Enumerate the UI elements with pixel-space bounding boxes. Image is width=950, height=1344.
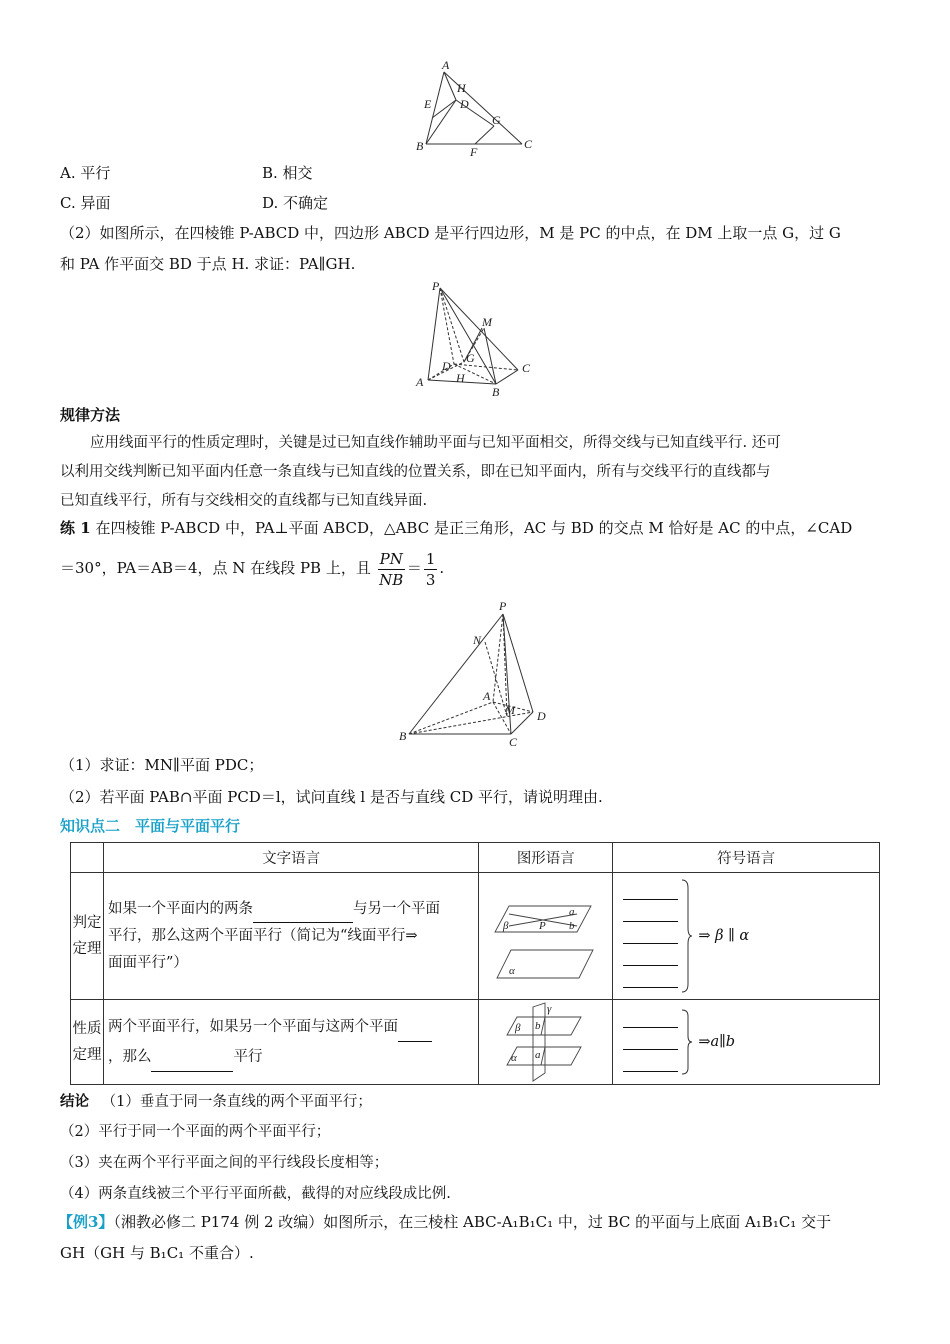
figure-pyramid-pabcd (410, 280, 540, 400)
figure-pyramid-exercise1 (395, 598, 560, 750)
row1-text-line3: 面面平行”） (107, 954, 188, 971)
row2-symbol-blanks (623, 1013, 678, 1072)
row2-symbol-result: ⇒a∥b (698, 1034, 736, 1050)
row1-label-a: 判定 (72, 915, 102, 931)
q2-line2: 和 PA 作平面交 BD 于点 H. 求证：PA∥GH. (60, 255, 356, 273)
row1-symbol-result: ⇒ β ∥ α (698, 928, 750, 944)
method-title: 规律方法 (60, 406, 121, 424)
row1-blank (253, 904, 353, 923)
row1-figure-cell (479, 873, 613, 1000)
row2-fig-gamma: γ (546, 1003, 552, 1015)
figure-triangle (410, 58, 545, 158)
table-row-property (71, 1000, 880, 1085)
row1-label (71, 873, 104, 1000)
row1-fig-beta: β (502, 920, 509, 932)
exercise-1-line1 (60, 517, 852, 538)
row2-fig-b: b (534, 1020, 541, 1032)
brace-icon (680, 878, 692, 994)
fraction-pn-nb (378, 549, 405, 590)
row2-symbol (617, 1008, 875, 1076)
fig2-label-d: D (442, 359, 451, 373)
fig2-label-c: C (522, 361, 531, 375)
row2-fig-alpha: α (510, 1052, 517, 1064)
row2-text-line2 (108, 1042, 474, 1072)
row2-symbol-cell (613, 1000, 880, 1085)
option-c: C. 异面 (60, 194, 111, 212)
fig3-label-p: P (499, 599, 507, 613)
row1-text-line1 (108, 896, 474, 923)
fig2-label-m: M (482, 315, 492, 329)
symbol-blank (623, 929, 678, 944)
fraction2-numerator: 1 (425, 549, 436, 568)
fig1-label-h: H (457, 81, 466, 95)
table-header-figure: 图形语言 (479, 843, 613, 873)
exercise-1-sub2: （2）若平面 PAB∩平面 PCD＝l，试问直线 l 是否与直线 CD 平行，请说明理由. (60, 788, 603, 806)
row2-blank-1 (398, 1023, 432, 1042)
fig2-label-p: P (432, 280, 440, 293)
symbol-blank (623, 1013, 678, 1028)
period: . (439, 559, 445, 577)
conclusion-line1 (60, 1090, 372, 1111)
table-header-empty (71, 843, 104, 873)
table-header-text: 文字语言 (103, 843, 478, 873)
symbol-blank (623, 951, 678, 966)
symbol-blank (623, 1035, 678, 1050)
row1-fig-p: P (538, 920, 546, 932)
exercise-1-sub1: （1）求证：MN∥平面 PDC； (60, 756, 264, 774)
row2-text-b: ，那么 (107, 1049, 152, 1065)
fig3-label-b: B (399, 729, 407, 743)
fig2-label-g: G (466, 351, 475, 365)
conclusion-4: （4）两条直线被三个平行平面所截，截得的对应线段成比例. (60, 1186, 451, 1202)
fraction2-denominator: 3 (425, 570, 436, 589)
table-header-symbol: 符号语言 (613, 843, 880, 873)
table-header-row (71, 843, 880, 873)
row2-blank-2 (151, 1053, 233, 1072)
fig1-label-f: F (470, 145, 478, 158)
fig2-label-b: B (492, 385, 500, 399)
conclusion-label: 结论 (60, 1093, 89, 1110)
table-row-criterion (71, 873, 880, 1000)
row1-label-b: 定理 (72, 941, 102, 957)
row2-fig-beta: β (514, 1022, 521, 1034)
fig2-label-h: H (456, 371, 465, 385)
method-line3: 已知直线平行，所有与交线相交的直线都与已知直线异面. (60, 493, 428, 509)
row2-text-a: 两个平面平行，如果另一个平面与这两个平面 (107, 1019, 398, 1035)
fraction-one-third (424, 549, 438, 590)
symbol-blank (623, 885, 678, 900)
fig1-label-a: A (442, 58, 450, 72)
row2-label-a: 性质 (72, 1021, 102, 1037)
fig1-label-g: G (492, 113, 501, 127)
fig1-label-e: E (424, 97, 432, 111)
row1-symbol-blanks (623, 885, 678, 988)
exercise-1-line2 (60, 545, 444, 591)
row2-text-c: 平行 (233, 1049, 263, 1065)
row1-text-b: 与另一个平面 (352, 900, 440, 917)
exercise-1-label: 练 1 (60, 519, 91, 537)
row2-text-line1 (108, 1012, 474, 1042)
row2-figure-cell (479, 1000, 613, 1085)
fig3-label-c: C (509, 735, 518, 749)
row1-symbol-cell (613, 873, 880, 1000)
option-a: A. 平行 (60, 164, 111, 182)
fig3-label-a: A (483, 689, 491, 703)
row1-text (103, 873, 478, 1000)
exercise-1-line2-text: ＝30°，PA＝AB＝4，点 N 在线段 PB 上，且 (60, 559, 371, 577)
fig2-label-a: A (416, 375, 424, 389)
row1-fig-alpha: α (508, 965, 515, 977)
row2-label (71, 1000, 104, 1085)
symbol-blank (623, 907, 678, 922)
exercise-1-text: 在四棱锥 P-ABCD 中，PA⊥平面 ABCD，△ABC 是正三角形，AC 与 BD 的交点 M 恰好是 AC 的中点，∠CAD (95, 519, 853, 537)
method-line2: 以利用交线判断已知平面内任意一条直线与已知直线的位置关系，即在已知平面内，所有与交线平行的直线都与 (60, 464, 771, 480)
equals-sign: ＝ (406, 559, 422, 577)
conclusion-3: （3）夹在两个平行平面之间的平行线段长度相等； (60, 1155, 389, 1171)
symbol-blank (623, 1057, 678, 1072)
fig3-label-d: D (537, 709, 546, 723)
conclusion-2: （2）平行于同一个平面的两个平面平行； (60, 1124, 331, 1140)
example-3-text: （湘教必修二 P174 例 2 改编）如图所示，在三棱柱 ABC-A₁B₁C₁ 中，过 BC 的平面与上底面 A₁B₁C₁ 交于 (113, 1213, 832, 1231)
property-planes-figure (501, 1001, 591, 1083)
row1-text-a: 如果一个平面内的两条 (107, 900, 253, 917)
method-line1: 应用线面平行的性质定理时，关键是过已知直线作辅助平面与已知平面相交，所得交线与已知直线平行. 还可 (90, 435, 781, 451)
fig1-label-c: C (524, 137, 533, 151)
example-3-line2: GH（GH 与 B₁C₁ 不重合）. (60, 1244, 254, 1262)
row1-text-line2: 平行，那么这两个平面平行（简记为“线面平行⇒ (107, 927, 418, 944)
option-d: D. 不确定 (262, 194, 329, 212)
plane-parallel-table (70, 842, 880, 1085)
knowledge-point-2-title: 知识点二 平面与平面平行 (60, 817, 241, 835)
example-3-tag: 【例3】 (58, 1213, 114, 1231)
fig3-label-m: M (505, 703, 515, 717)
fraction-numerator: PN (379, 549, 403, 568)
criterion-planes-figure (481, 886, 611, 986)
brace-icon (680, 1008, 692, 1076)
row2-fig-a: a (534, 1049, 541, 1061)
symbol-blank (623, 973, 678, 988)
fraction-denominator: NB (379, 570, 404, 589)
row2-label-b: 定理 (72, 1047, 102, 1063)
q2-line1: （2）如图所示，在四棱锥 P-ABCD 中，四边形 ABCD 是平行四边形，M 是 PC 的中点，在 DM 上取一点 G，过 G (60, 224, 841, 242)
conclusion-1: （1）垂直于同一条直线的两个平面平行； (101, 1094, 372, 1110)
row1-fig-b: b (568, 920, 575, 932)
row2-text (103, 1000, 478, 1085)
option-b: B. 相交 (262, 164, 313, 182)
example-3-line1 (58, 1211, 831, 1232)
row1-fig-a: a (568, 906, 575, 918)
fig1-label-b: B (416, 139, 424, 153)
fig3-label-n: N (473, 633, 482, 647)
row1-symbol (617, 878, 875, 994)
fig1-label-d: D (460, 97, 469, 111)
